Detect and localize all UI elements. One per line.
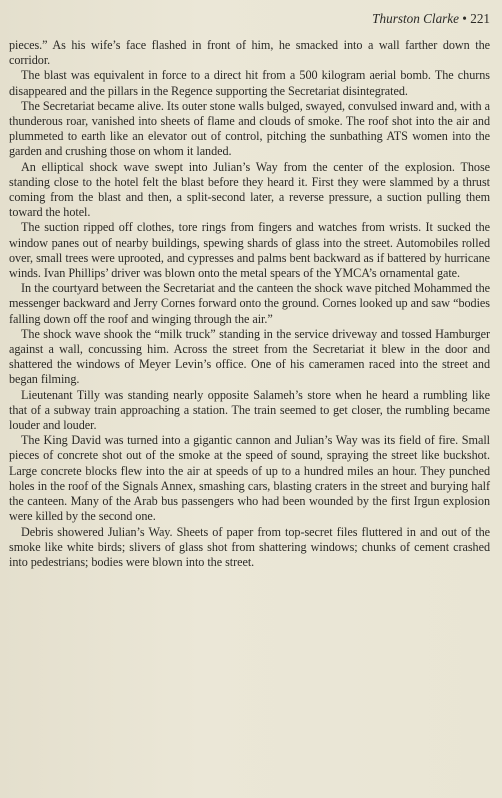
page-number: 221 bbox=[470, 11, 490, 26]
paragraph: Debris showered Julian’s Way. Sheets of paper from top-secret files fluttered in and out of the smoke like white birds; slivers of glass shot from shattering windows; chunks of cement crashed into pedestrians; bodies were blown into the street. bbox=[9, 524, 490, 569]
header-author: Thurston Clarke bbox=[372, 11, 459, 26]
paragraph: Lieutenant Tilly was standing nearly opposite Salameh’s store when he heard a rumbling like that of a subway train approaching a station. The train seemed to get closer, the rumbling became louder and louder. bbox=[9, 387, 490, 433]
paragraph: An elliptical shock wave swept into Julian’s Way from the center of the explosion. Those standing close to the hotel felt the blast before they heard it. First they were slammed by a thrust coming from the blast and then, a split-second later, a reverse pressure, a suction pulling them toward the hotel. bbox=[9, 159, 490, 220]
paragraph: In the courtyard between the Secretariat and the canteen the shock wave pitched Mohammed the messenger backward and Jerry Cornes forward onto the ground. Cornes looked up and saw “bodies falling down off the roof and winging through the air.” bbox=[9, 281, 490, 326]
page-body bbox=[9, 38, 490, 570]
paragraph: The King David was turned into a gigantic cannon and Julian’s Way was its field of fire. Small pieces of concrete shot out of the smoke at the speed of sound, spraying the street like buckshot. Large concrete blocks flew into the air at speeds of up to a hundred miles an hour. They punched holes in the roof of the Signals Annex, smashing cars, blasting craters in the street and burying half the canteen. Many of the Arab bus passengers who had been wounded by the first Irgun explosion were killed by the second one. bbox=[9, 433, 490, 524]
header-separator: • bbox=[462, 11, 467, 26]
paragraph: The Secretariat became alive. Its outer stone walls bulged, swayed, convulsed inward and, with a thunderous roar, vanished into sheets of flame and clouds of smoke. The roof shot into the air and plummeted to earth like an elevator out of control, pitching the sunbathing ATS women into the garden and crushing those on whom it landed. bbox=[9, 98, 490, 159]
paragraph: The blast was equivalent in force to a direct hit from a 500 kilogram aerial bomb. The churns disappeared and the pillars in the Regence supporting the Secretariat disintegrated. bbox=[9, 68, 490, 98]
paragraph-continued: pieces.” As his wife’s face flashed in front of him, he smacked into a wall farther down the corridor. bbox=[9, 38, 490, 68]
paragraph: The suction ripped off clothes, tore rings from fingers and watches from wrists. It sucked the window panes out of nearby buildings, spewing shards of glass into the street. Automobiles rolled over, small trees were uprooted, and cypresses and palms bent backward as if battered by hurricane winds. Ivan Phillips’ driver was blown onto the metal spears of the YMCA’s ornamental gate. bbox=[9, 220, 490, 281]
paragraph: The shock wave shook the “milk truck” standing in the service driveway and tossed Hamburger against a wall, concussing him. Across the street from the Secretariat it blew in the door and shattered the windows of Meyer Levin’s office. One of his cameramen raced into the street and began filming. bbox=[9, 326, 490, 387]
running-header bbox=[9, 11, 490, 27]
